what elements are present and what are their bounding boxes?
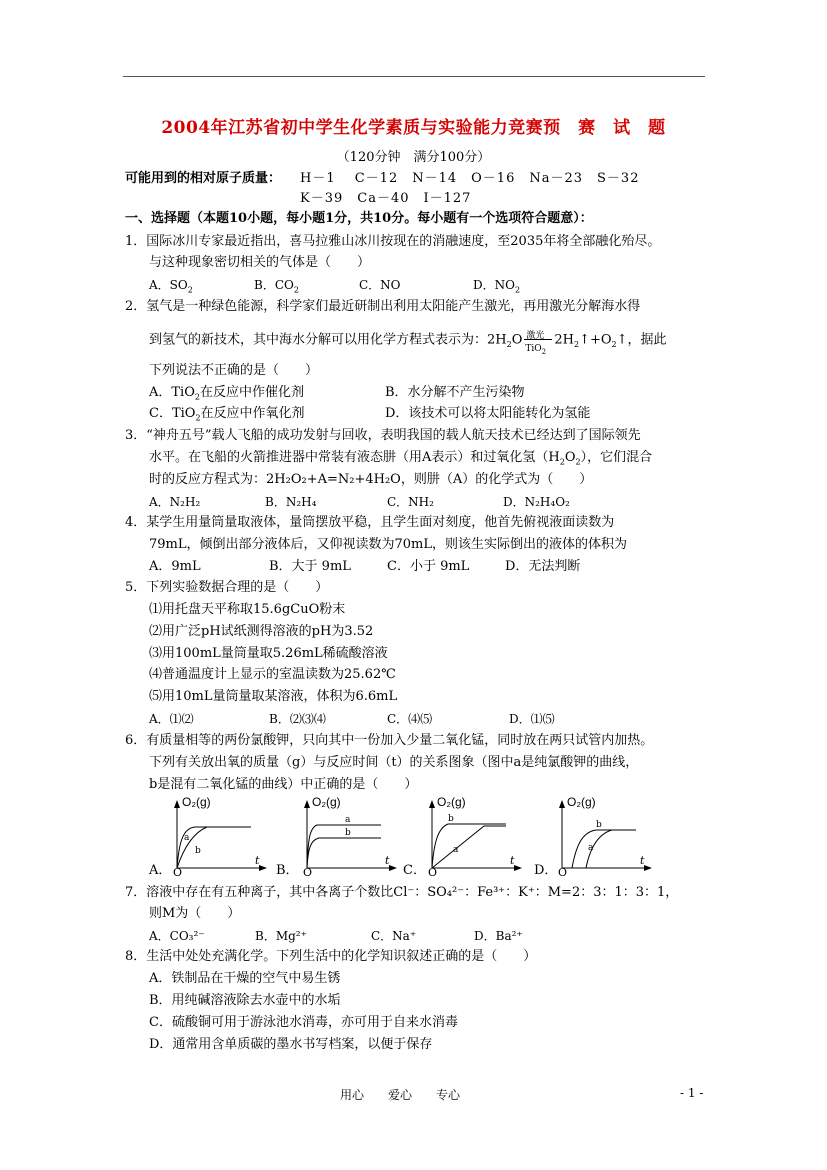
option-a[interactable]: A．CO₃²⁻ — [149, 929, 205, 943]
question-8-option-c[interactable]: C．硫酸铜可用于游泳池水消毒，亦可用于自来水消毒 — [149, 1015, 458, 1030]
curve-b-label: b — [448, 814, 454, 824]
atomic-mass-line2: K－39 Ca－40 I－127 — [300, 191, 472, 206]
question-8: 8．生活中处处充满化学。下列生活中的化学知识叙述正确的是（ ） — [125, 949, 537, 964]
origin-label: O — [558, 866, 568, 878]
graph-d — [550, 792, 660, 878]
option-d[interactable]: D．无法判断 — [505, 559, 581, 574]
option-a[interactable]: A．TiO$_2$在反应中作催化剂 — [149, 385, 304, 402]
y-label: O₂(g) — [437, 795, 466, 809]
question-2-equation-line: 到氢气的新技术，其中海水分解可以用化学方程式表示为：$2H_2O$ 激光 TiO$_2$ $2H_2↑+O_2↑$，据此 — [149, 331, 667, 356]
question-4-line2: 79mL，倾倒出部分液体后，又仰视读数为70mL，则该生实际倒出的液体的体积为 — [149, 537, 628, 552]
option-b[interactable]: B．水分解不产生污染物 — [385, 385, 525, 400]
option-d[interactable]: D．Ba²⁺ — [474, 929, 523, 943]
option-c[interactable]: C．小于 9mL — [387, 559, 470, 574]
y-axis-arrow — [174, 800, 180, 808]
curve-a — [307, 825, 381, 868]
section-heading: 一、选择题（本题10小题，每小题1分，共10分。每小题有一个选项符合题意）： — [125, 211, 593, 226]
option-b[interactable]: B．Mg²⁺ — [255, 929, 307, 943]
option-a[interactable]: A．$SO_2$ — [149, 278, 193, 295]
y-label: O₂(g) — [567, 795, 596, 809]
x-label: t — [255, 854, 260, 867]
y-axis-arrow — [429, 800, 435, 808]
graph-b — [295, 792, 405, 878]
option-b[interactable]: B．N₂H₄ — [265, 495, 317, 509]
origin-label: O — [303, 866, 313, 878]
question-8-option-a[interactable]: A．铁制品在干燥的空气中易生锈 — [149, 971, 341, 986]
curve-a-label: a — [184, 833, 190, 843]
option-b[interactable]: B．大于 9mL — [269, 559, 351, 574]
option-c[interactable]: C．Na⁺ — [371, 929, 417, 943]
curve-b-label: b — [596, 820, 602, 830]
y-axis-arrow — [304, 800, 310, 808]
option-b[interactable]: B．⑵⑶⑷ — [269, 712, 326, 726]
option-c[interactable]: C．TiO$_2$在反应中作氧化剂 — [149, 406, 305, 423]
option-c[interactable]: C．NO — [359, 278, 401, 292]
question-6-line2: 下列有关放出氧的质量（g）与反应时间（t）的关系图象（图中a是纯氯酸钾的曲线， — [149, 755, 639, 770]
question-2: 2．氢气是一种绿色能源，科学家们最近研制出利用太阳能产生激光，再用激光分解海水得 — [125, 299, 641, 314]
y-label: O₂(g) — [312, 795, 341, 809]
curve-b — [177, 827, 207, 868]
page-number: - 1 - — [680, 1086, 704, 1100]
question-6-option-b-label[interactable]: B． — [276, 863, 299, 878]
x-label: t — [640, 854, 645, 867]
origin-label: O — [428, 866, 438, 878]
option-a[interactable]: A．N₂H₂ — [149, 495, 201, 509]
option-d[interactable]: D．$NO_2$ — [473, 278, 521, 295]
origin-label: O — [173, 866, 183, 878]
page-title: 2004年江苏省初中学生化学素质与实验能力竞赛预 赛 试 题 — [161, 118, 666, 138]
option-d[interactable]: D．该技术可以将太阳能转化为氢能 — [385, 406, 591, 421]
footer-motto: 用心 爱心 专心 — [340, 1088, 461, 1102]
reaction-arrow: 激光 TiO$_2$ — [523, 331, 553, 349]
option-c[interactable]: C．⑷⑸ — [387, 712, 433, 726]
question-5: 5．下列实验数据合理的是（ ） — [125, 580, 329, 595]
question-1: 1．国际冰川专家最近指出，喜马拉雅山冰川按现在的消融速度，至2035年将全部融化殆尽。 — [125, 234, 661, 249]
page-subtitle: （120分钟 满分100分） — [336, 150, 491, 165]
atomic-mass-line1: H－1 C－12 N－14 O－16 Na－23 S－32 — [300, 171, 640, 186]
option-a[interactable]: A．9mL — [149, 559, 201, 574]
question-3: 3．“神舟五号”载人飞船的成功发射与回收，表明我国的载人航天技术已经达到了国际领先 — [125, 428, 641, 443]
curve-b — [572, 830, 636, 868]
option-d[interactable]: D．N₂H₄O₂ — [503, 495, 570, 509]
question-2-line3: 下列说法不正确的是（ ） — [149, 363, 319, 378]
option-c[interactable]: C．NH₂ — [387, 495, 434, 509]
question-6-line3: b是混有二氧化锰的曲线）中正确的是（ ） — [149, 777, 418, 792]
question-8-option-b[interactable]: B．用纯碱溶液除去水壶中的水垢 — [149, 993, 341, 1008]
curve-b-label: b — [195, 846, 201, 856]
question-8-option-d[interactable]: D．通常用含单质碳的墨水书写档案，以便于保存 — [149, 1037, 433, 1052]
question-1-line2: 与这种现象密切相关的气体是（ ） — [149, 255, 371, 270]
question-5-statement-2: ⑵用广泛pH试纸测得溶液的pH为3.52 — [149, 624, 374, 639]
x-axis-arrow — [259, 865, 267, 871]
graph-c — [420, 792, 530, 878]
option-d[interactable]: D．⑴⑸ — [509, 712, 555, 726]
y-label: O₂(g) — [182, 795, 211, 809]
curve-a-label: a — [345, 815, 351, 825]
curve-b — [432, 824, 506, 868]
question-7-line2: 则M为（ ） — [149, 906, 241, 921]
question-5-statement-1: ⑴用托盘天平称取15.6gCuO粉末 — [149, 602, 346, 617]
question-5-statement-3: ⑶用100mL量筒量取5.26mL稀硫酸溶液 — [149, 646, 388, 661]
x-label: t — [385, 854, 390, 867]
question-6: 6．有质量相等的两份氯酸钾，只向其中一份加入少量二氧化锰，同时放在两只试管内加热。 — [125, 733, 654, 748]
curve-b — [307, 838, 381, 868]
question-3-line2: 水平。在飞船的火箭推进器中常装有液态肼（用A表示）和过氧化氢$(H_2O_2)$，它们混合 — [149, 450, 653, 467]
curve-a-label: a — [588, 843, 594, 853]
x-axis-arrow — [389, 865, 397, 871]
header-rule — [123, 76, 705, 77]
x-label: t — [510, 854, 515, 867]
question-6-option-d-label[interactable]: D． — [534, 863, 558, 878]
x-axis-arrow — [514, 865, 522, 871]
question-5-statement-5: ⑸用10mL量筒量取某溶液，体积为6.6mL — [149, 689, 398, 704]
question-4: 4．某学生用量筒量取液体，量筒摆放平稳，且学生面对刻度，他首先俯视液面读数为 — [125, 515, 615, 530]
question-3-line3: 时的反应方程式为：2H₂O₂+A=N₂+4H₂O，则肼（A）的化学式为（ ） — [149, 472, 593, 487]
curve-a — [432, 826, 506, 868]
question-7: 7．溶液中存在有五种离子，其中各离子个数比Cl⁻：SO₄²⁻：Fe³⁺：K⁺：M=2：3：1：3：1， — [125, 885, 679, 900]
curve-a-label: a — [453, 845, 459, 855]
question-6-option-a-label[interactable]: A． — [149, 863, 172, 878]
y-axis-arrow — [559, 800, 565, 808]
atomic-mass-label: 可能用到的相对原子质量： — [125, 171, 282, 186]
x-axis-arrow — [644, 865, 652, 871]
curve-b-label: b — [345, 828, 351, 838]
question-5-statement-4: ⑷普通温度计上显示的室温读数为25.62℃ — [149, 667, 396, 682]
option-a[interactable]: A．⑴⑵ — [149, 712, 194, 726]
option-b[interactable]: B．$CO_2$ — [254, 278, 299, 295]
question-6-option-c-label[interactable]: C． — [403, 863, 426, 878]
graph-a — [165, 792, 275, 878]
